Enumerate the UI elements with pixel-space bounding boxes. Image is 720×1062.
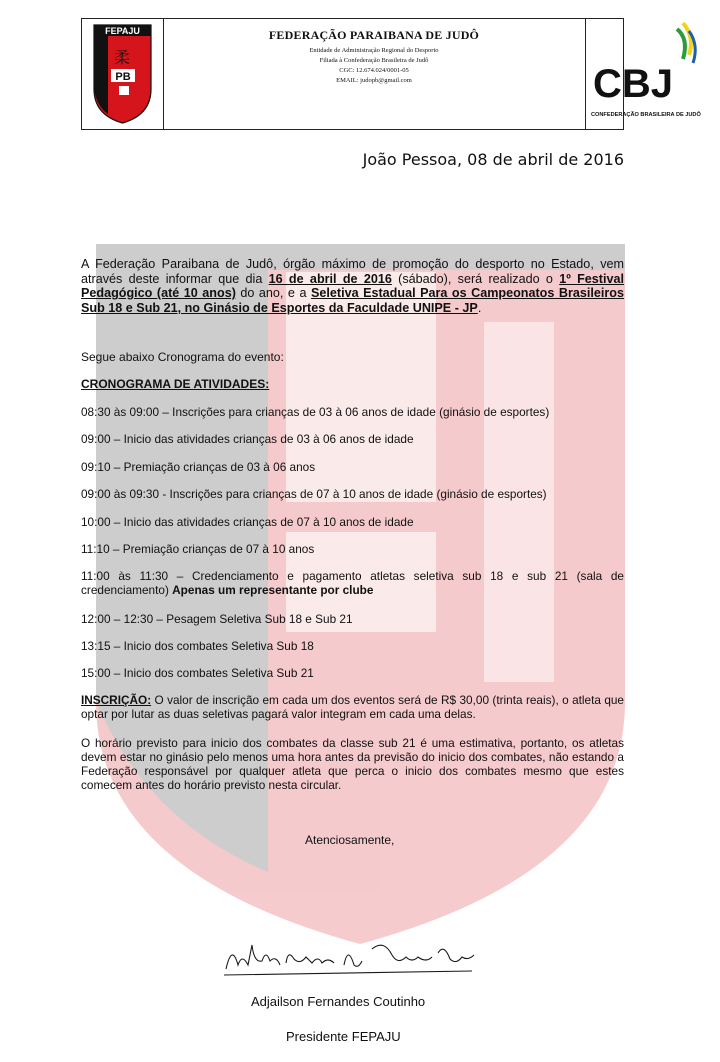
- inscricao-paragraph: [81, 693, 624, 721]
- signer-name: Adjailson Fernandes Coutinho: [251, 994, 426, 1009]
- festival-name: 1º Festival Pedagógico (até 10 anos): [81, 271, 624, 301]
- credenciamento-item: [81, 569, 624, 597]
- intro-text: A Federação Paraibana de Judô, órgão máximo de promoção do desporto no Estado, vem através deste informar que dia: [81, 257, 624, 286]
- intro-text: do ano, e a: [235, 286, 311, 301]
- cbj-caption: CONFEDERAÇÃO BRASILEIRA DE JUDÔ: [591, 112, 701, 118]
- follows-line: Segue abaixo Cronograma do evento:: [81, 350, 284, 364]
- schedule-item: 13:15 – Inicio dos combates Seletiva Sub 18: [81, 639, 314, 653]
- cbj-logo: [585, 19, 703, 129]
- notice-paragraph: O horário previsto para inicio dos combates da classe sub 21 é uma estimativa, portanto, os atletas devem estar no ginásio pelo menos uma hora antes da previsão do inicio dos combates, não estando a Federação responsável por qualquer atleta que perca o inicio dos combates mesmo que estes comecem antes do horário previsto nesta circular.: [81, 736, 624, 792]
- letterhead: [81, 18, 701, 130]
- logo-text: FEPAJU: [105, 26, 140, 36]
- schedule-item: 08:30 às 09:00 – Inscrições para crianças de 03 à 06 anos de idade (ginásio de esportes): [81, 405, 550, 419]
- org-email: EMAIL: judopb@gmail.com: [336, 77, 412, 84]
- schedule-item: 12:00 – 12:30 – Pesagem Seletiva Sub 18 e Sub 21: [81, 612, 353, 626]
- logo-badge: PB: [115, 71, 131, 83]
- schedule-title: CRONOGRAMA DE ATIVIDADES:: [81, 377, 270, 391]
- org-name: FEDERAÇÃO PARAIBANA DE JUDÔ: [268, 28, 480, 42]
- credenciamento-note: Apenas um representante por clube: [172, 583, 374, 597]
- svg-text:柔: 柔: [113, 48, 131, 67]
- intro-text: (sábado), será realizado o: [391, 271, 560, 286]
- seletiva-name: Seletiva Estadual Para os Campeonatos Brasileiros Sub 18 e Sub 21, no Ginásio de Esportes da Faculdade UNIPE - JP: [81, 286, 624, 315]
- inscricao-text: O valor de inscrição em cada um dos eventos será de R$ 30,00 (trinta reais), o atleta que optar por lutar as duas seletivas pagará valor integram em cada uma delas.: [81, 693, 624, 721]
- schedule-item: 09:00 às 09:30 - Inscrições para crianças de 07 à 10 anos de idade (ginásio de esportes): [81, 487, 547, 501]
- fepaju-shield-icon: [82, 19, 163, 129]
- intro-paragraph: [81, 257, 624, 315]
- schedule-item: 11:10 – Premiação crianças de 07 à 10 anos: [81, 542, 315, 556]
- closing: Atenciosamente,: [305, 833, 395, 847]
- cbj-logo-icon: [585, 19, 703, 129]
- cbj-text: CBJ: [593, 62, 674, 106]
- fepaju-logo: [82, 19, 164, 129]
- schedule-item: 15:00 – Inicio dos combates Seletiva Sub 21: [81, 666, 314, 680]
- org-line: CGC: 12.674.024/0001-05: [339, 67, 409, 74]
- event-date: 16 de abril de 2016: [268, 271, 392, 286]
- org-block: [163, 19, 586, 129]
- schedule-item: 09:00 – Inicio das atividades crianças de 03 à 06 anos de idade: [81, 432, 414, 446]
- intro-text: .: [477, 300, 482, 315]
- inscricao-label: INSCRIÇÃO:: [81, 693, 152, 707]
- signature: [222, 935, 492, 985]
- org-line: Entidade de Administração Regional do Desporto: [309, 47, 439, 54]
- credenciamento-text: 11:00 às 11:30 – Credenciamento e pagamento atletas seletiva sub 18 e sub 21 (sala de credenciamento): [81, 569, 624, 597]
- signer-role: Presidente FEPAJU: [286, 1029, 401, 1044]
- org-line: Filiada à Confederação Brasileira de Judô: [319, 57, 429, 64]
- schedule-item: 10:00 – Inicio das atividades crianças de 07 à 10 anos de idade: [81, 515, 414, 529]
- schedule-item: 09:10 – Premiação crianças de 03 à 06 anos: [81, 460, 316, 474]
- document-date: João Pessoa, 08 de abril de 2016: [362, 150, 624, 169]
